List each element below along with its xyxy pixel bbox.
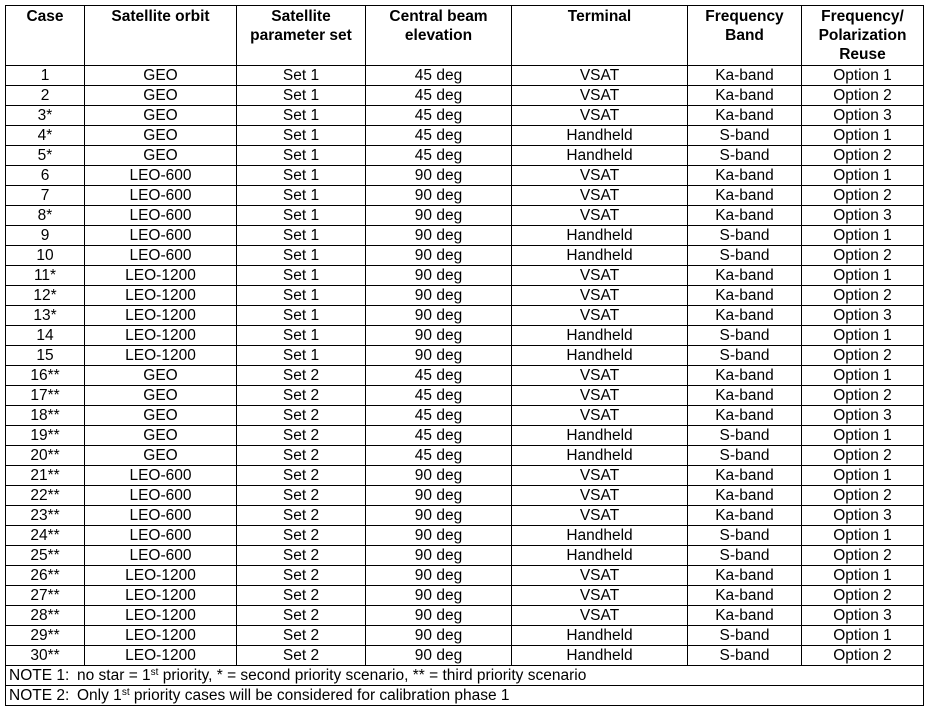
cell-frequency-band: S-band	[688, 426, 802, 446]
cell-terminal: VSAT	[512, 406, 688, 426]
cell-case: 2	[6, 86, 85, 106]
header-satellite-orbit: Satellite orbit	[85, 6, 237, 66]
cell-satellite-orbit: LEO-600	[85, 246, 237, 266]
cell-terminal: Handheld	[512, 326, 688, 346]
note-2	[6, 686, 924, 706]
table-row	[6, 646, 924, 666]
cell-satellite-orbit: LEO-600	[85, 526, 237, 546]
cell-parameter-set: Set 1	[237, 246, 366, 266]
cell-case: 5*	[6, 146, 85, 166]
cell-case: 6	[6, 166, 85, 186]
cell-satellite-orbit: LEO-1200	[85, 586, 237, 606]
cell-case: 13*	[6, 306, 85, 326]
note-1-text-b: priority, * = second priority scenario, ** = third priority scenario	[158, 667, 587, 684]
table-row	[6, 626, 924, 646]
cell-terminal: Handheld	[512, 526, 688, 546]
cell-frequency-band: Ka-band	[688, 466, 802, 486]
cell-terminal: Handheld	[512, 546, 688, 566]
cell-elevation: 90 deg	[366, 306, 512, 326]
table-row	[6, 506, 924, 526]
cell-satellite-orbit: GEO	[85, 66, 237, 86]
cell-elevation: 45 deg	[366, 146, 512, 166]
cell-terminal: Handheld	[512, 446, 688, 466]
cell-reuse: Option 2	[802, 486, 924, 506]
cell-reuse: Option 1	[802, 126, 924, 146]
cell-elevation: 45 deg	[366, 126, 512, 146]
note-1-text-a: no star = 1	[77, 667, 151, 684]
cell-case: 30**	[6, 646, 85, 666]
cell-parameter-set: Set 1	[237, 326, 366, 346]
note-2-superscript: st	[121, 687, 130, 698]
cell-frequency-band: Ka-band	[688, 506, 802, 526]
cell-satellite-orbit: LEO-1200	[85, 306, 237, 326]
cell-frequency-band: Ka-band	[688, 86, 802, 106]
cell-terminal: VSAT	[512, 86, 688, 106]
cell-terminal: VSAT	[512, 466, 688, 486]
cell-reuse: Option 2	[802, 146, 924, 166]
cell-case: 25**	[6, 546, 85, 566]
cell-parameter-set: Set 2	[237, 366, 366, 386]
cell-parameter-set: Set 1	[237, 106, 366, 126]
cell-parameter-set: Set 1	[237, 126, 366, 146]
table-row	[6, 286, 924, 306]
cell-reuse: Option 1	[802, 366, 924, 386]
cell-elevation: 45 deg	[366, 386, 512, 406]
cell-case: 7	[6, 186, 85, 206]
cell-elevation: 90 deg	[366, 546, 512, 566]
cell-satellite-orbit: LEO-1200	[85, 286, 237, 306]
cell-terminal: VSAT	[512, 366, 688, 386]
cell-parameter-set: Set 2	[237, 546, 366, 566]
note-2-text-b: priority cases will be considered for calibration phase 1	[129, 687, 510, 704]
cell-parameter-set: Set 1	[237, 206, 366, 226]
cell-case: 19**	[6, 426, 85, 446]
cell-reuse: Option 2	[802, 386, 924, 406]
cell-satellite-orbit: GEO	[85, 86, 237, 106]
table-row	[6, 546, 924, 566]
cell-reuse: Option 2	[802, 646, 924, 666]
cell-parameter-set: Set 2	[237, 406, 366, 426]
cell-terminal: Handheld	[512, 246, 688, 266]
cell-terminal: VSAT	[512, 106, 688, 126]
cell-parameter-set: Set 2	[237, 526, 366, 546]
cell-case: 23**	[6, 506, 85, 526]
cell-reuse: Option 3	[802, 406, 924, 426]
cell-reuse: Option 1	[802, 66, 924, 86]
cell-elevation: 45 deg	[366, 406, 512, 426]
cell-case: 8*	[6, 206, 85, 226]
cell-case: 20**	[6, 446, 85, 466]
cell-parameter-set: Set 1	[237, 346, 366, 366]
cell-terminal: Handheld	[512, 426, 688, 446]
cell-terminal: VSAT	[512, 166, 688, 186]
cell-reuse: Option 3	[802, 506, 924, 526]
cell-reuse: Option 2	[802, 186, 924, 206]
cell-elevation: 90 deg	[366, 326, 512, 346]
cell-satellite-orbit: GEO	[85, 406, 237, 426]
cell-elevation: 90 deg	[366, 646, 512, 666]
cell-case: 22**	[6, 486, 85, 506]
cell-case: 10	[6, 246, 85, 266]
cell-frequency-band: S-band	[688, 346, 802, 366]
note-2-text-a: Only 1	[77, 687, 122, 704]
cell-parameter-set: Set 2	[237, 446, 366, 466]
cell-case: 29**	[6, 626, 85, 646]
cell-reuse: Option 2	[802, 586, 924, 606]
cell-elevation: 45 deg	[366, 446, 512, 466]
cell-frequency-band: Ka-band	[688, 286, 802, 306]
cell-frequency-band: Ka-band	[688, 366, 802, 386]
cell-elevation: 90 deg	[366, 286, 512, 306]
cell-terminal: Handheld	[512, 346, 688, 366]
cell-elevation: 90 deg	[366, 246, 512, 266]
cell-frequency-band: Ka-band	[688, 106, 802, 126]
cell-frequency-band: Ka-band	[688, 306, 802, 326]
cell-parameter-set: Set 2	[237, 486, 366, 506]
cell-elevation: 90 deg	[366, 186, 512, 206]
cell-reuse: Option 3	[802, 306, 924, 326]
note-2-row	[6, 686, 924, 706]
cell-terminal: VSAT	[512, 586, 688, 606]
header-terminal: Terminal	[512, 6, 688, 66]
cell-elevation: 90 deg	[366, 526, 512, 546]
cell-satellite-orbit: LEO-1200	[85, 626, 237, 646]
table-body	[6, 66, 924, 666]
table-row	[6, 346, 924, 366]
cell-satellite-orbit: LEO-1200	[85, 346, 237, 366]
cell-satellite-orbit: LEO-600	[85, 466, 237, 486]
cell-parameter-set: Set 2	[237, 626, 366, 646]
cell-reuse: Option 1	[802, 526, 924, 546]
cell-elevation: 45 deg	[366, 66, 512, 86]
cell-terminal: VSAT	[512, 606, 688, 626]
cell-frequency-band: Ka-band	[688, 586, 802, 606]
cell-reuse: Option 1	[802, 466, 924, 486]
table-row	[6, 226, 924, 246]
table-row	[6, 86, 924, 106]
cell-parameter-set: Set 2	[237, 426, 366, 446]
header-case: Case	[6, 6, 85, 66]
cell-elevation: 45 deg	[366, 426, 512, 446]
cell-satellite-orbit: LEO-600	[85, 226, 237, 246]
cell-case: 9	[6, 226, 85, 246]
header-central-beam-elevation: Central beam elevation	[366, 6, 512, 66]
cell-case: 21**	[6, 466, 85, 486]
cell-satellite-orbit: LEO-600	[85, 206, 237, 226]
cell-reuse: Option 2	[802, 346, 924, 366]
cell-reuse: Option 1	[802, 626, 924, 646]
cell-parameter-set: Set 1	[237, 286, 366, 306]
cell-elevation: 90 deg	[366, 166, 512, 186]
cell-reuse: Option 2	[802, 446, 924, 466]
cell-parameter-set: Set 2	[237, 586, 366, 606]
cell-parameter-set: Set 1	[237, 146, 366, 166]
cell-case: 15	[6, 346, 85, 366]
table-row	[6, 446, 924, 466]
cell-parameter-set: Set 1	[237, 66, 366, 86]
cell-case: 26**	[6, 566, 85, 586]
cell-satellite-orbit: GEO	[85, 366, 237, 386]
cell-reuse: Option 2	[802, 286, 924, 306]
cell-parameter-set: Set 2	[237, 566, 366, 586]
note-1-label: NOTE 1:	[9, 667, 70, 684]
cell-case: 27**	[6, 586, 85, 606]
cell-satellite-orbit: LEO-600	[85, 506, 237, 526]
cell-terminal: Handheld	[512, 146, 688, 166]
cell-satellite-orbit: GEO	[85, 446, 237, 466]
cell-elevation: 90 deg	[366, 466, 512, 486]
cell-parameter-set: Set 1	[237, 226, 366, 246]
table-row	[6, 206, 924, 226]
cell-case: 3*	[6, 106, 85, 126]
cell-frequency-band: Ka-band	[688, 386, 802, 406]
cell-case: 17**	[6, 386, 85, 406]
scenario-table	[5, 5, 924, 706]
cell-terminal: VSAT	[512, 506, 688, 526]
cell-satellite-orbit: GEO	[85, 126, 237, 146]
cell-reuse: Option 1	[802, 226, 924, 246]
cell-elevation: 90 deg	[366, 606, 512, 626]
cell-satellite-orbit: LEO-600	[85, 186, 237, 206]
cell-satellite-orbit: LEO-600	[85, 546, 237, 566]
table-row	[6, 166, 924, 186]
cell-frequency-band: S-band	[688, 446, 802, 466]
cell-elevation: 90 deg	[366, 586, 512, 606]
cell-terminal: VSAT	[512, 266, 688, 286]
cell-parameter-set: Set 2	[237, 506, 366, 526]
header-frequency-band: Frequency Band	[688, 6, 802, 66]
table-row	[6, 106, 924, 126]
cell-satellite-orbit: LEO-1200	[85, 266, 237, 286]
cell-frequency-band: S-band	[688, 126, 802, 146]
cell-frequency-band: S-band	[688, 546, 802, 566]
cell-case: 12*	[6, 286, 85, 306]
note-1-superscript: st	[150, 667, 159, 678]
table-row	[6, 586, 924, 606]
table-row	[6, 426, 924, 446]
cell-case: 24**	[6, 526, 85, 546]
cell-reuse: Option 3	[802, 206, 924, 226]
cell-frequency-band: Ka-band	[688, 266, 802, 286]
cell-reuse: Option 1	[802, 566, 924, 586]
cell-elevation: 90 deg	[366, 226, 512, 246]
header-frequency-polarization-reuse: Frequency/ Polarization Reuse	[802, 6, 924, 66]
cell-frequency-band: Ka-band	[688, 406, 802, 426]
cell-elevation: 90 deg	[366, 206, 512, 226]
cell-terminal: VSAT	[512, 66, 688, 86]
cell-terminal: VSAT	[512, 186, 688, 206]
cell-reuse: Option 1	[802, 266, 924, 286]
table-row	[6, 266, 924, 286]
cell-terminal: Handheld	[512, 226, 688, 246]
cell-case: 11*	[6, 266, 85, 286]
cell-reuse: Option 1	[802, 426, 924, 446]
table-row	[6, 466, 924, 486]
cell-frequency-band: Ka-band	[688, 486, 802, 506]
cell-frequency-band: S-band	[688, 226, 802, 246]
cell-frequency-band: Ka-band	[688, 566, 802, 586]
cell-satellite-orbit: LEO-600	[85, 486, 237, 506]
note-1	[6, 666, 924, 686]
cell-satellite-orbit: GEO	[85, 426, 237, 446]
note-1-row	[6, 666, 924, 686]
cell-elevation: 90 deg	[366, 346, 512, 366]
table-row	[6, 66, 924, 86]
table-row	[6, 606, 924, 626]
cell-terminal: Handheld	[512, 646, 688, 666]
table-row	[6, 566, 924, 586]
cell-case: 18**	[6, 406, 85, 426]
cell-terminal: VSAT	[512, 386, 688, 406]
cell-parameter-set: Set 2	[237, 646, 366, 666]
cell-satellite-orbit: LEO-1200	[85, 646, 237, 666]
cell-satellite-orbit: LEO-1200	[85, 566, 237, 586]
cell-frequency-band: Ka-band	[688, 606, 802, 626]
cell-case: 16**	[6, 366, 85, 386]
cell-frequency-band: S-band	[688, 326, 802, 346]
cell-terminal: VSAT	[512, 306, 688, 326]
table-row	[6, 326, 924, 346]
cell-parameter-set: Set 1	[237, 306, 366, 326]
cell-parameter-set: Set 2	[237, 466, 366, 486]
cell-elevation: 90 deg	[366, 566, 512, 586]
cell-frequency-band: Ka-band	[688, 186, 802, 206]
cell-terminal: Handheld	[512, 626, 688, 646]
table-row	[6, 126, 924, 146]
cell-frequency-band: Ka-band	[688, 166, 802, 186]
cell-reuse: Option 2	[802, 86, 924, 106]
table-row	[6, 486, 924, 506]
cell-elevation: 90 deg	[366, 486, 512, 506]
cell-satellite-orbit: LEO-1200	[85, 606, 237, 626]
cell-elevation: 45 deg	[366, 106, 512, 126]
cell-frequency-band: S-band	[688, 246, 802, 266]
cell-terminal: VSAT	[512, 286, 688, 306]
cell-reuse: Option 3	[802, 606, 924, 626]
cell-case: 14	[6, 326, 85, 346]
cell-terminal: VSAT	[512, 206, 688, 226]
table-row	[6, 386, 924, 406]
cell-reuse: Option 1	[802, 166, 924, 186]
table-row	[6, 246, 924, 266]
header-row	[6, 6, 924, 66]
cell-reuse: Option 2	[802, 246, 924, 266]
cell-elevation: 90 deg	[366, 626, 512, 646]
cell-parameter-set: Set 1	[237, 86, 366, 106]
cell-elevation: 90 deg	[366, 506, 512, 526]
cell-satellite-orbit: GEO	[85, 386, 237, 406]
cell-parameter-set: Set 1	[237, 266, 366, 286]
table-row	[6, 406, 924, 426]
cell-frequency-band: Ka-band	[688, 66, 802, 86]
cell-reuse: Option 2	[802, 546, 924, 566]
cell-terminal: VSAT	[512, 486, 688, 506]
cell-terminal: Handheld	[512, 126, 688, 146]
cell-parameter-set: Set 1	[237, 166, 366, 186]
cell-parameter-set: Set 2	[237, 606, 366, 626]
note-2-label: NOTE 2:	[9, 687, 70, 704]
cell-reuse: Option 1	[802, 326, 924, 346]
table-row	[6, 526, 924, 546]
cell-elevation: 45 deg	[366, 86, 512, 106]
cell-case: 4*	[6, 126, 85, 146]
header-satellite-parameter-set: Satellite parameter set	[237, 6, 366, 66]
cell-case: 1	[6, 66, 85, 86]
cell-elevation: 90 deg	[366, 266, 512, 286]
cell-frequency-band: S-band	[688, 526, 802, 546]
table-row	[6, 146, 924, 166]
cell-frequency-band: S-band	[688, 646, 802, 666]
cell-parameter-set: Set 2	[237, 386, 366, 406]
cell-parameter-set: Set 1	[237, 186, 366, 206]
cell-satellite-orbit: GEO	[85, 146, 237, 166]
cell-satellite-orbit: LEO-1200	[85, 326, 237, 346]
cell-satellite-orbit: LEO-600	[85, 166, 237, 186]
table-row	[6, 186, 924, 206]
cell-frequency-band: S-band	[688, 626, 802, 646]
cell-case: 28**	[6, 606, 85, 626]
cell-satellite-orbit: GEO	[85, 106, 237, 126]
table-row	[6, 306, 924, 326]
cell-frequency-band: Ka-band	[688, 206, 802, 226]
cell-terminal: VSAT	[512, 566, 688, 586]
cell-reuse: Option 3	[802, 106, 924, 126]
table-row	[6, 366, 924, 386]
cell-frequency-band: S-band	[688, 146, 802, 166]
cell-elevation: 45 deg	[366, 366, 512, 386]
